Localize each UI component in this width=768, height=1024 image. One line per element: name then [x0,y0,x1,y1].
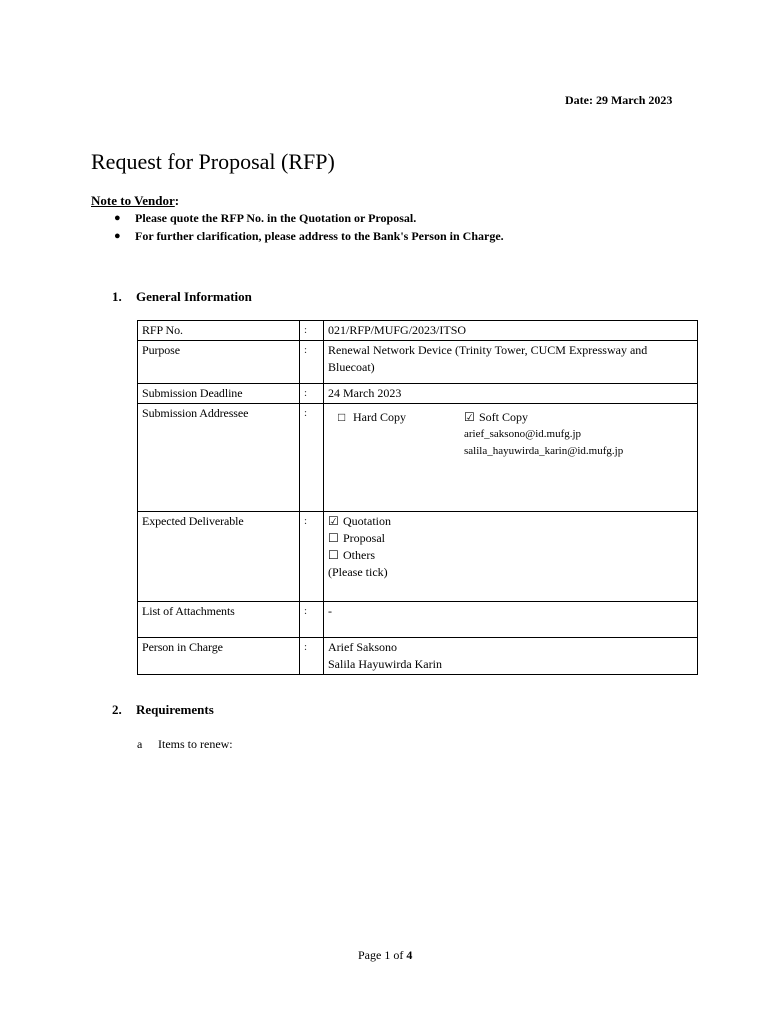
row-colon: : [300,638,324,675]
addressee-options [328,405,693,509]
note-item-text: Please quote the RFP No. in the Quotation or Proposal. [135,211,417,225]
row-colon: : [300,341,324,384]
row-label: Purpose [138,341,300,384]
attachments-value: - [324,602,698,638]
option-label: Others [343,548,375,562]
deliverable-option-quotation[interactable] [328,513,693,530]
deliverable-option-proposal[interactable] [328,530,693,547]
person-name: Salila Hayuwirda Karin [328,657,442,671]
row-colon: : [300,404,324,512]
document-title: Request for Proposal (RFP) [91,149,335,174]
table-row-expected-deliverable [138,512,698,602]
item-text: Items to renew: [158,737,233,751]
purpose-value: Renewal Network Device (Trinity Tower, CUCM Expressway and Bluecoat) [324,341,698,384]
option-label: Quotation [343,514,391,528]
note-item [114,227,504,245]
section-heading-requirements [112,702,214,718]
table-row-submission-addressee [138,404,698,512]
bullet-icon: ● [114,230,121,242]
deadline-value: 24 March 2023 [324,384,698,404]
row-label: Expected Deliverable [138,512,300,602]
person-name: Arief Saksono [328,640,397,654]
row-label: Submission Addressee [138,404,300,512]
hard-copy-option[interactable] [338,409,406,426]
row-label: RFP No. [138,321,300,341]
email-address: arief_saksono@id.mufg.jp [464,428,582,440]
checkbox-icon[interactable]: ☑ [328,514,339,528]
hard-copy-label: Hard Copy [353,410,406,424]
page-footer [358,948,412,963]
section-number: 2. [112,702,122,717]
person-cell [324,638,698,675]
row-colon: : [300,512,324,602]
row-label: List of Attachments [138,602,300,638]
note-heading-text: Note to Vendor [91,193,175,208]
row-label: Submission Deadline [138,384,300,404]
general-information-table [137,320,698,675]
row-colon: : [300,321,324,341]
row-label: Person in Charge [138,638,300,675]
soft-copy-option[interactable] [464,409,623,460]
deliverable-option-others[interactable] [328,547,693,564]
page-of: of [390,948,407,962]
addressee-cell [324,404,698,512]
note-list [114,209,504,245]
note-heading-colon: : [174,193,180,208]
page-total: 4 [406,948,413,962]
page-number: 1 [384,948,391,962]
note-item [114,209,504,227]
deliverable-hint: (Please tick) [328,565,388,579]
table-row-submission-deadline [138,384,698,404]
bullet-icon: ● [114,212,121,224]
row-colon: : [300,602,324,638]
section-title: General Information [136,289,252,304]
hard-copy-checkbox-icon[interactable]: □ [338,410,346,424]
soft-copy-checkbox-icon[interactable]: ☑ [464,410,475,424]
page-prefix: Page [358,948,385,962]
table-row-purpose [138,341,698,384]
section-title: Requirements [136,702,214,717]
checkbox-icon[interactable]: ☐ [328,531,339,545]
item-letter: a [137,737,143,751]
email-address: salila_hayuwirda_karin@id.mufg.jp [464,445,624,457]
table-row-rfp-no [138,321,698,341]
requirement-item-a [137,737,233,752]
note-item-text: For further clarification, please address to the Bank's Person in Charge. [135,229,504,243]
option-label: Proposal [343,531,385,545]
document-date: Date: 29 March 2023 [565,93,673,107]
note-heading [91,193,179,209]
deliverable-cell [324,512,698,602]
row-colon: : [300,384,324,404]
checkbox-icon[interactable]: ☐ [328,548,339,562]
table-row-person-in-charge [138,638,698,675]
soft-copy-label: Soft Copy [479,410,529,424]
section-number: 1. [112,289,122,304]
table-row-list-of-attachments [138,602,698,638]
rfp-number-value: 021/RFP/MUFG/2023/ITSO [324,321,698,341]
section-heading-general-information [112,289,252,305]
